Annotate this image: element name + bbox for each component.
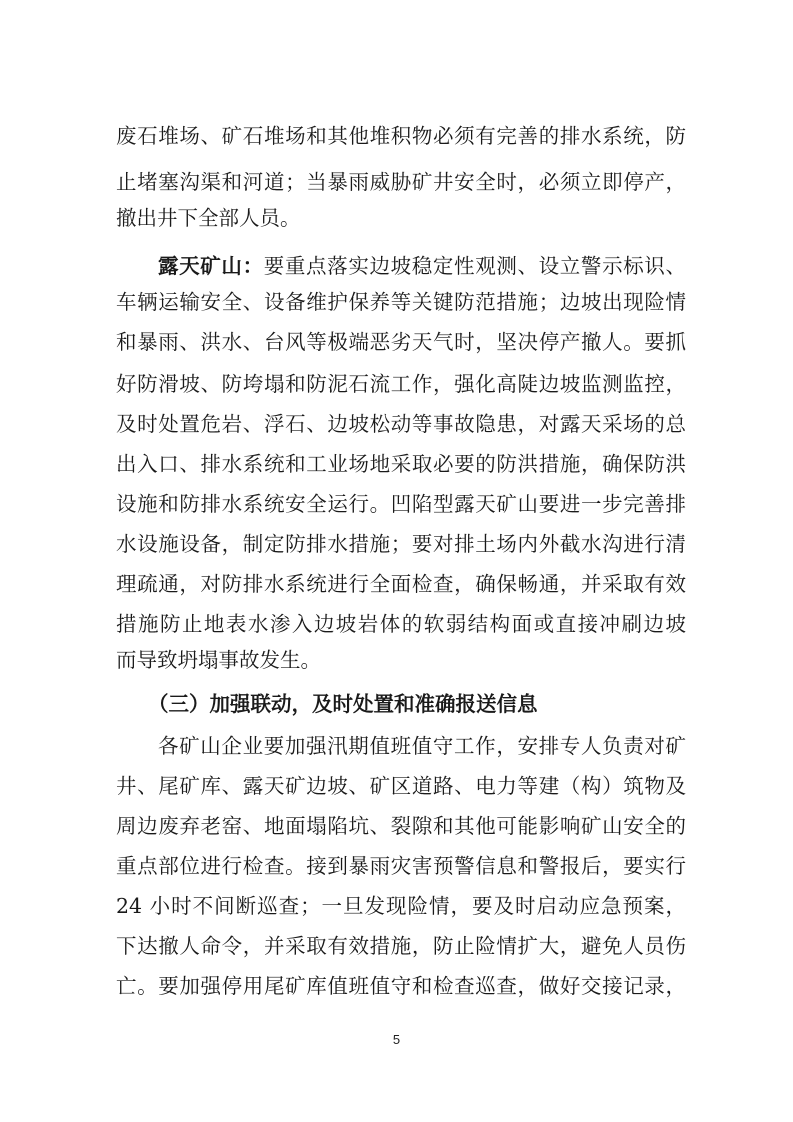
paragraph-line: 和暴雨、洪水、台风等极端恶劣天气时，坚决停产撤人。要抓 bbox=[116, 330, 686, 354]
open-pit-text: 要重点落实边坡稳定性观测、设立警示标识、 bbox=[263, 254, 687, 278]
paragraph-line: 撤出井下全部人员。 bbox=[116, 206, 301, 230]
open-pit-label: 露天矿山： bbox=[158, 254, 264, 278]
paragraph-line: 水设施设备，制定防排水措施；要对排土场内外截水沟进行清 bbox=[116, 532, 686, 556]
paragraph-line: 止堵塞沟渠和河道；当暴雨威胁矿井安全时，必须立即停产， bbox=[116, 170, 686, 194]
paragraph-line: 理疏通，对防排水系统进行全面检查，确保畅通，并采取有效 bbox=[116, 572, 686, 596]
paragraph-line: 井、尾矿库、露天矿边坡、矿区道路、电力等建（构）筑物及 bbox=[116, 774, 686, 798]
paragraph-line: 及时处置危岩、浮石、边坡松动等事故隐患，对露天采场的总 bbox=[116, 412, 686, 436]
paragraph-line: 下达撤人命令，并采取有效措施，防止险情扩大，避免人员伤 bbox=[116, 934, 686, 958]
paragraph-line: 好防滑坡、防垮塌和防泥石流工作，强化高陡边坡监测监控， bbox=[116, 372, 686, 396]
paragraph-line: 亡。要加强停用尾矿库值班值守和检查巡查，做好交接记录， bbox=[116, 974, 686, 998]
paragraph-line: 废石堆场、矿石堆场和其他堆积物必须有完善的排水系统，防 bbox=[116, 124, 686, 148]
page-number: 5 bbox=[392, 1032, 401, 1047]
paragraph-line-open-pit bbox=[158, 254, 686, 278]
paragraph-line: 各矿山企业要加强汛期值班值守工作，安排专人负责对矿 bbox=[158, 734, 686, 758]
paragraph-line: 设施和防排水系统安全运行。凹陷型露天矿山要进一步完善排 bbox=[116, 492, 686, 516]
paragraph-line: 24 小时不间断巡查；一旦发现险情，要及时启动应急预案， bbox=[116, 894, 686, 918]
paragraph-line: 而导致坍塌事故发生。 bbox=[116, 648, 321, 672]
paragraph-line: 出入口、排水系统和工业场地采取必要的防洪措施，确保防洪 bbox=[116, 452, 686, 476]
paragraph-line: 周边废弃老窑、地面塌陷坑、裂隙和其他可能影响矿山安全的 bbox=[116, 814, 686, 838]
paragraph-line: 重点部位进行检查。接到暴雨灾害预警信息和警报后，要实行 bbox=[116, 854, 686, 878]
section-heading: （三）加强联动，及时处置和准确报送信息 bbox=[148, 692, 538, 716]
paragraph-line: 措施防止地表水渗入边坡岩体的软弱结构面或直接冲刷边坡 bbox=[116, 612, 686, 636]
paragraph-line: 车辆运输安全、设备维护保养等关键防范措施；边坡出现险情 bbox=[116, 290, 686, 314]
